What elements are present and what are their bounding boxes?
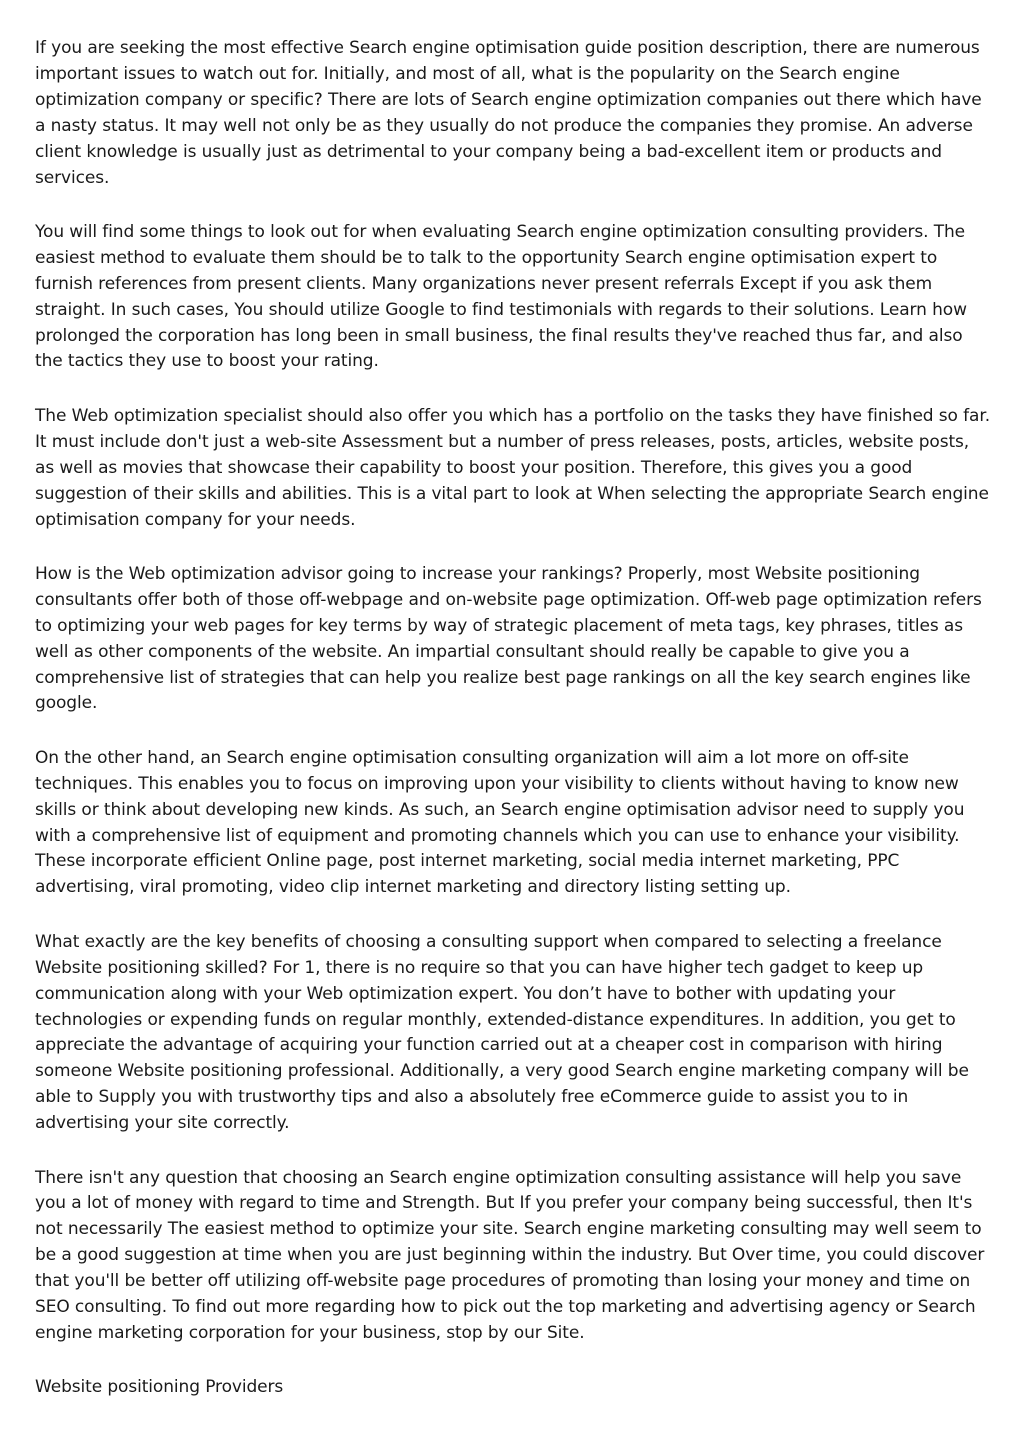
paragraph-6: What exactly are the key benefits of choosing a consulting support when compared to selecting a freelance Website positioning skilled? For 1, there is no require so that you can have higher tech gadget to keep up communication along with your Web optimization expert. You don’t have to bother with updating your technologies or expending funds on regular monthly, extended-distance expenditures. In addition, you get to appreciate the advantage of acquiring your function carried out at a cheaper cost in comparison with hiring someone Website positioning professional. Additionally, a very good Search engine marketing company will be able to Supply you with trustworthy tips and also a absolutely free eCommerce guide to assist you to in advertising your site correctly. [35, 931, 969, 1134]
paragraph-7: There isn't any question that choosing an Search engine optimization consulting assistance will help you save you a lot of money with regard to time and Strength. But If you prefer your company being successful, then It's not necessarily The easiest method to optimize your site. Search engine marketing consulting may well seem to be a good suggestion at time when you are just beginning within the industry. But Over time, you could discover that you'll be better off utilizing off-website page procedures of promoting than losing your money and time on SEO consulting. To find out more regarding how to pick out the top marketing and advertising agency or Search engine marketing corporation for your business, stop by our Site. [35, 1167, 985, 1343]
paragraph-3: The Web optimization specialist should also offer you which has a portfolio on the tasks they have finished so far. It must include don't just a web-site Assessment but a number of press releases, posts, articles, website posts, as well as movies that showcase their capability to boost your position. Therefore, this gives you a good suggestion of their skills and abilities. This is a vital part to look at When selecting the appropriate Search engine optimisation company for your needs. [35, 405, 990, 530]
paragraph-5: On the other hand, an Search engine optimisation consulting organization will aim a lot more on off-site techniques. This enables you to focus on improving upon your visibility to clients without having to know new skills or think about developing new kinds. As such, an Search engine optimisation advisor need to supply you with a comprehensive list of equipment and promoting channels which you can use to enhance your visibility. These incorporate efficient Online page, post internet marketing, social media internet marketing, PPC advertising, viral promoting, video clip internet marketing and directory listing setting up. [35, 747, 965, 898]
paragraph-2: You will find some things to look out for when evaluating Search engine optimization consulting providers. The easiest method to evaluate them should be to talk to the opportunity Search engine optimisation expert to furnish references from present clients. Many organizations never present referrals Except if you ask them straight. In such cases, You should utilize Google to find testimonials with regards to their solutions. Learn how prolonged the corporation has long been in small business, the final results they've reached thus far, and also the tactics they use to boost your rating. [35, 221, 967, 372]
closing-line: Website positioning Providers [35, 1377, 284, 1398]
paragraph-1: If you are seeking the most effective Search engine optimisation guide position description, there are numerous important issues to watch out for. Initially, and most of all, what is the popularity on the Search engine optimization company or specific? There are lots of Search engine optimization companies out there which have a nasty status. It may well not only be as they usually do not produce the companies they promise. An adverse client knowledge is usually just as detrimental to your company being a bad-excellent item or products and services. [35, 38, 982, 188]
paragraph-4: How is the Web optimization advisor going to increase your rankings? Properly, most Website positioning consultants offer both of those off-webpage and on-website page optimization. Off-web page optimization refers to optimizing your web pages for key terms by way of strategic placement of meta tags, key phrases, titles as well as other components of the website. An impartial consultant should really be capable to give you a comprehensive list of strategies that can help you realize best page rankings on all the key search engines like google. [35, 563, 982, 714]
